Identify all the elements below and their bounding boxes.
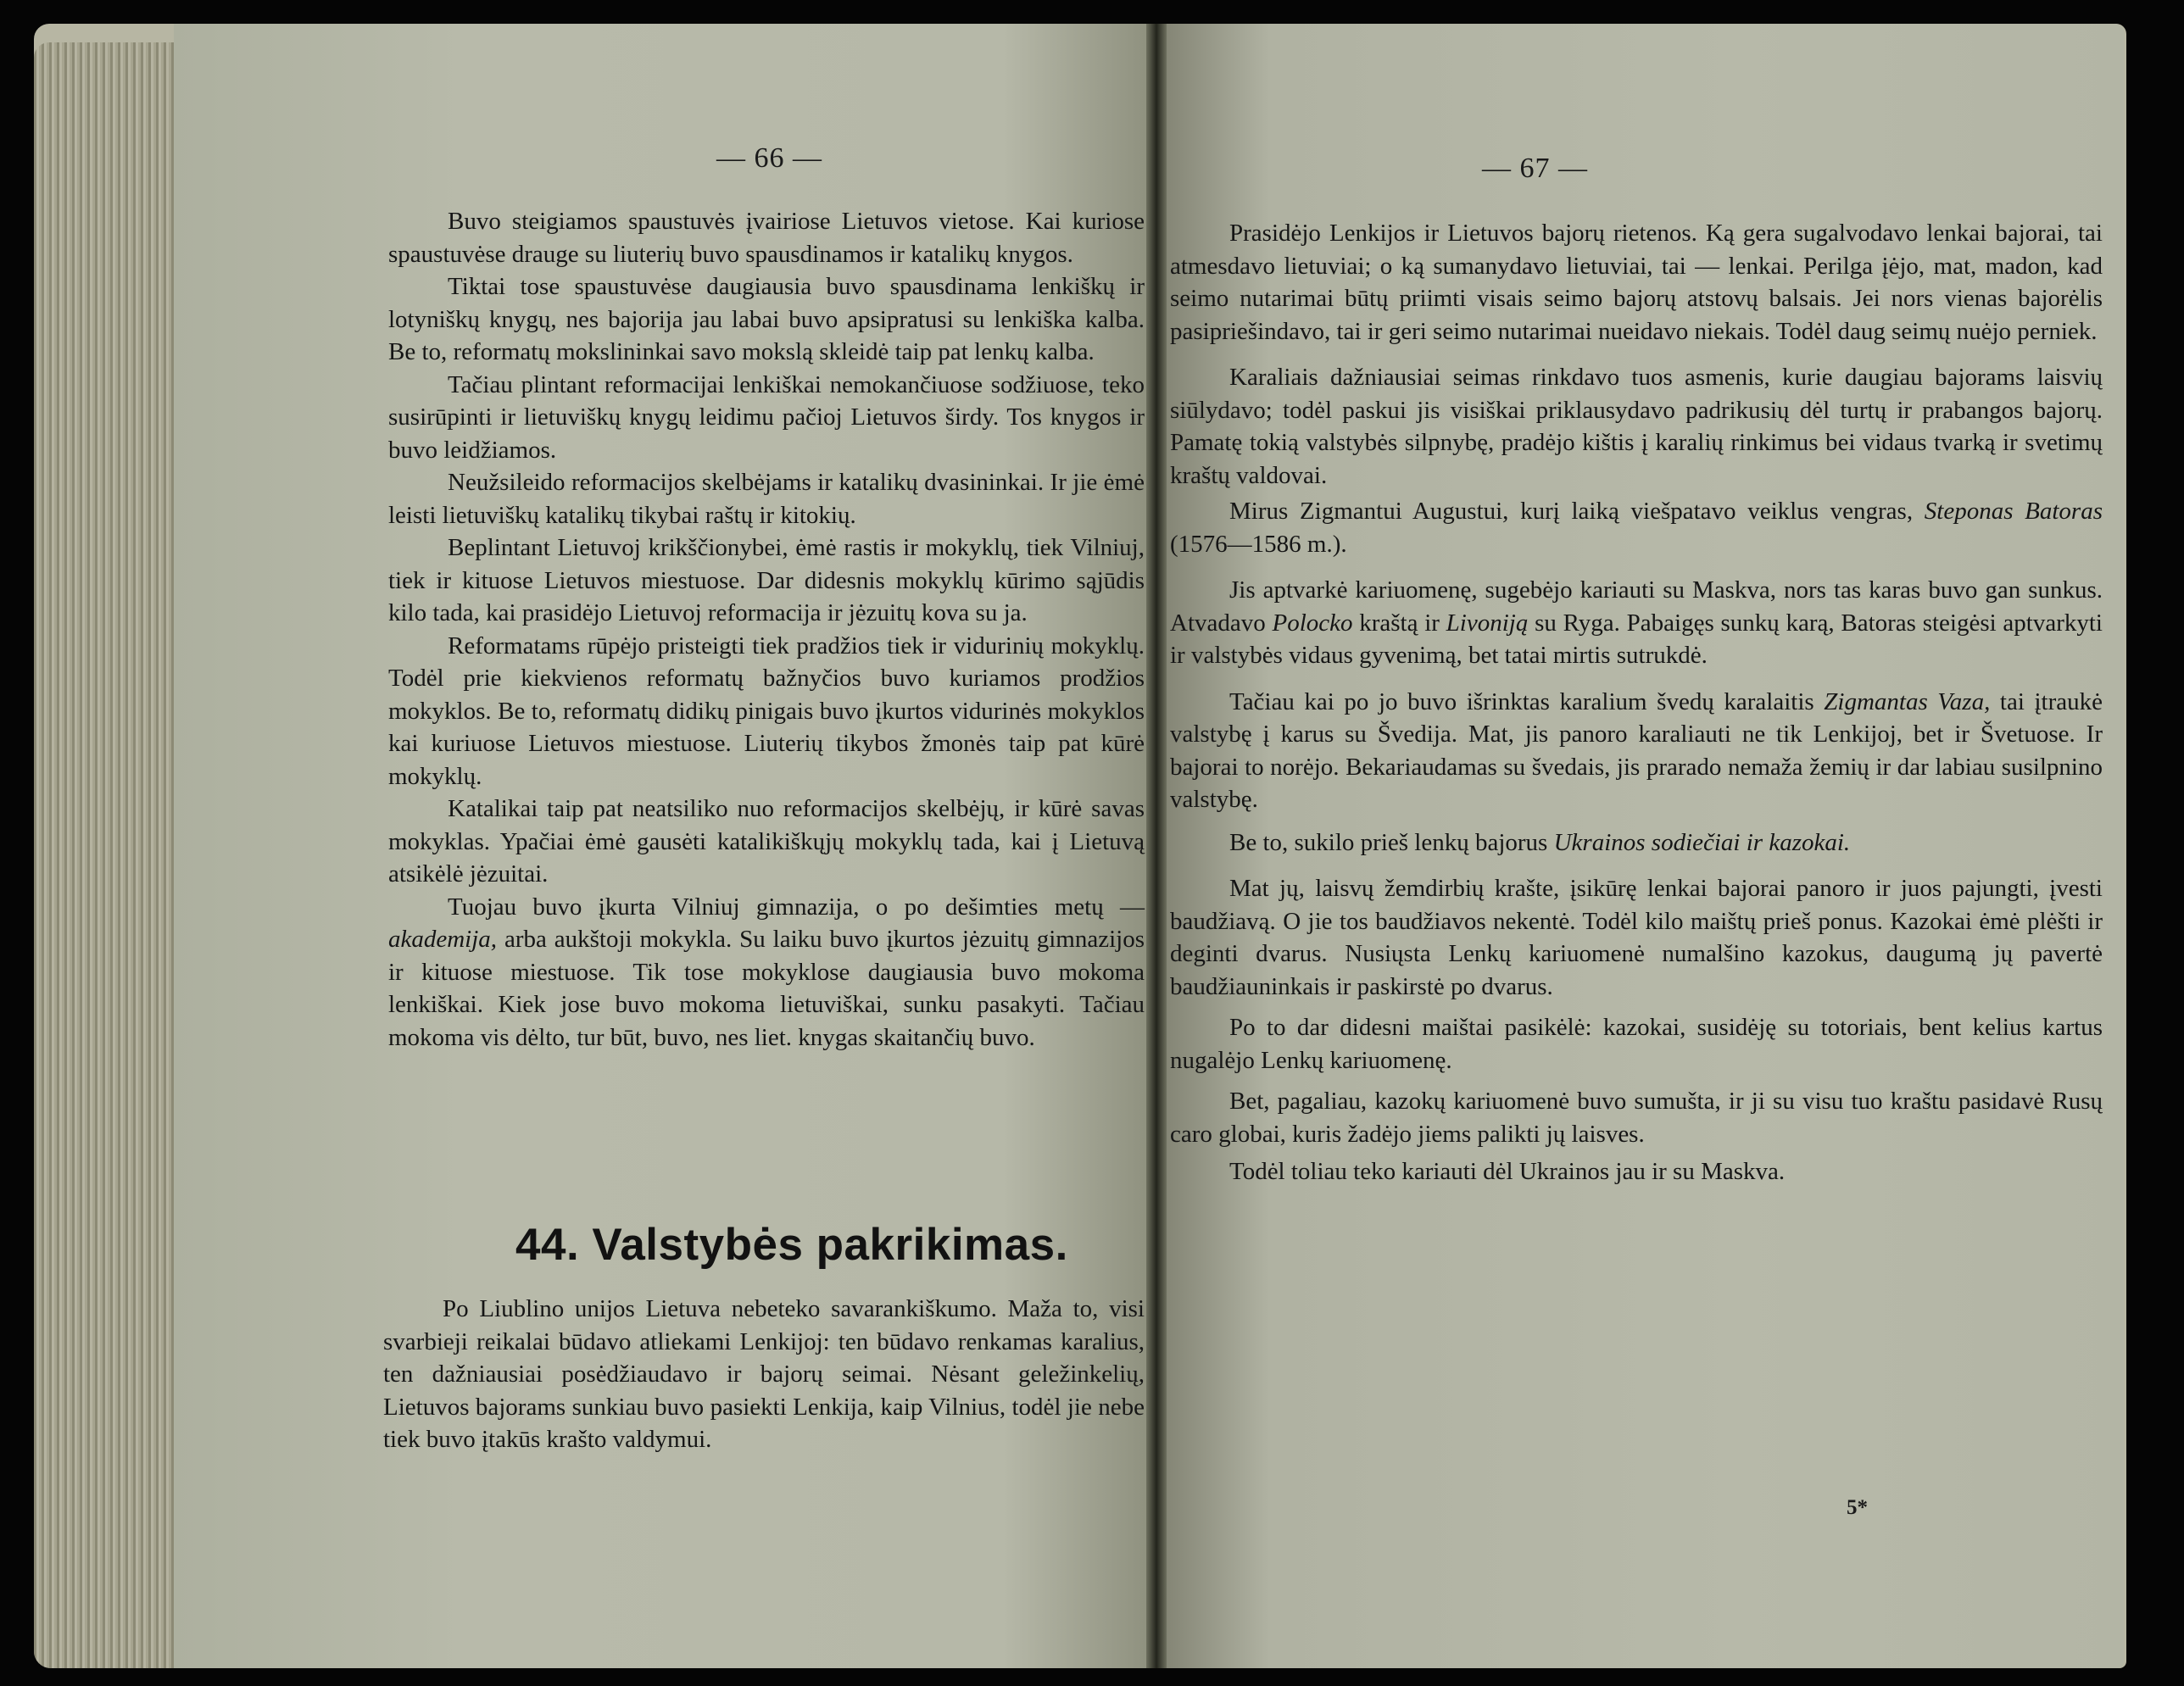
paragraph: Prasidėjo Lenkijos ir Lietuvos bajorų rietenos. Ką gera sugalvodavo lenkai bajorai, tai atmesdavo lietuviai; o ką sumanydavo lietuviai, tai — lenkai. Perilga įėjo, mat, madon, kad seimo nutarimai būtų priimti visais seimo bajorų atstovų balsais. Jei nors vienas bajorėlis pasipriešindavo, tai ir geri seimo nutarimai nueidavo niekais. Todėl daug seimų nuėjo perniek.	[1170, 220, 2103, 345]
paragraph: Katalikai taip pat neatsiliko nuo reformacijos skelbėjų, ir kūrė savas mokyklas. Ypačiai ėmė gausėti katalikiškųjų mokyklų tada, kai į Lietuvą atsikėlė jėzuitai.	[388, 795, 1145, 888]
paragraph: Tačiau plintant reformacijai lenkiškai nemokančiuose sodžiuose, teko susirūpinti ir lietuviškų knygų leidimu pačioj Lietuvos širdy. Tos knygos ir buvo leidžiamos.	[388, 370, 1145, 464]
text-run: kraštą ir	[1352, 609, 1446, 637]
paragraph	[1170, 686, 2103, 816]
section-heading: 44. Valstybės pakrikimas.	[515, 1220, 1068, 1270]
text-run: tai įtraukė valstybę į karus su Švedija. Mat, jis panoro karaliauti ne tik Lenkijoj, bet ir Švetuose. Ir bajorai to norėjo. Bekariaudamas su švedais, jis prarado nemaža žemių ir dar labiau susilpnino valstybę.	[1170, 687, 2103, 813]
italic-term: Livoniją	[1446, 609, 1529, 637]
paragraph: Po to dar didesni maištai pasikėlė: kazokai, susidėję su totoriais, bent kelius kartus nugalėjo Lenkų kariuomenę.	[1170, 1014, 2103, 1074]
text-run: su Ryga. Pabaigęs sunkų karą, Batoras steigėsi aptvarkyti ir valstybės vidaus gyvenimą, bet tatai mirtis sutrukdė.	[1170, 609, 2103, 669]
text-run: Mirus Zigmantui Augustui, kurį laiką viešpatavo veiklus vengras,	[1229, 498, 1925, 525]
left-page-number: — 66 —	[716, 142, 822, 174]
text-run: Be to, sukilo prieš lenkų bajorus	[1229, 828, 1554, 856]
text-run: Tuojau buvo įkurta Vilniuj gimnazija, o po dešimties metų —	[448, 893, 1145, 921]
paragraph: Mat jų, laisvų žemdirbių krašte, įsikūrę lenkai bajorai panoro ir juos pajungti, įvesti baudžiavą. O jie tos baudžiavos nekentė. Todėl kilo maištų prieš ponus. Kazokai ėmė plėšti ir deginti dvarus. Nusiųsta Lenkų kariuomenė numalšino kazokus, daugumą jų pavertė baudžiauninkais ir paskirstė po dvarus.	[1170, 875, 2103, 1000]
text-run: Tačiau kai po jo buvo išrinktas karalium švedų karalaitis	[1229, 687, 1825, 715]
italic-term: Ukrainos sodiečiai ir kazokai.	[1553, 828, 1851, 856]
text-run: arba aukštoji mokykla. Su laiku buvo įkurtos jėzuitų gimnazijos ir kituose miestuose. Tik tose mokyklose daugiausia buvo mokoma lenkiškai. Kiek jose buvo mokoma lietuviškai, sunku pasakyti. Tačiau mokoma vis dėlto, tur būt, buvo, nes liet. knygas skaitančių buvo.	[388, 926, 1145, 1051]
paragraph: Neužsileido reformacijos skelbėjams ir katalikų dvasininkai. Ir jie ėmė leisti lietuviškų katalikų tikybai raštų ir kitokių.	[388, 469, 1145, 529]
paragraph: Po Liublino unijos Lietuva nebeteko savarankiškumo. Maža to, visi svarbieji reikalai būdavo atliekami Lenkijoj: ten būdavo renkamas karalius, ten dažniausiai posėdžiaudavo ir bajorų seimai. Nėsant geležinkelių, Lietuvos bajorams sunkiau buvo pasiekti Lenkija, kaip Vilnius, todėl jie nebe tiek buvo įtakūs krašto valdymui.	[383, 1295, 1145, 1453]
printer-signature-mark: 5*	[1847, 1496, 1868, 1519]
right-page-body	[1170, 217, 2103, 1188]
italic-term: Zigmantas Vaza,	[1824, 687, 1991, 715]
paragraph: Tiktai tose spaustuvėse daugiausia buvo spausdinama lenkiškų ir lotyniškų knygų, nes bajorija jau labai buvo apsipratusi su lenkiška kalba. Be to, reformatų mokslininkai savo mokslą skleidė taip pat lenkų kalba.	[388, 273, 1145, 365]
right-page-number: — 67 —	[1482, 153, 1588, 184]
paragraph: Beplintant Lietuvoj krikščionybei, ėmė rastis ir mokyklų, tiek Vilniuj, tiek ir kituose Lietuvos miestuose. Dar didesnis mokyklų kūrimo sąjūdis kilo tada, kai prasidėjo Lietuvoj reformacija ir jėzuitų kova su ja.	[388, 534, 1145, 626]
italic-term: Polocko	[1272, 609, 1353, 637]
paragraph: Buvo steigiamos spaustuvės įvairiose Lietuvos vietose. Kai kuriose spaustuvėse drauge su liuterių buvo spausdinamos ir katalikų knygos.	[388, 208, 1145, 268]
paragraph	[1170, 495, 2103, 560]
paragraph: Reformatams rūpėjo pristeigti tiek pradžios tiek ir vidurinių mokyklų. Todėl prie kiekvienos reformatų bažnyčios buvo kuriamos prodžios mokyklos. Be to, reformatų didikų pinigais buvo įkurtos vidurinės mokyklos kai kuriuose Lietuvos miestuose. Liuterių tikybos žmonės taip pat kūrė mokyklų.	[388, 632, 1145, 790]
paragraph: Bet, pagaliau, kazokų kariuomenė buvo sumušta, ir ji su visu tuo kraštu pasidavė Rusų caro globai, kuris žadėjo jiems palikti jų laisves.	[1170, 1088, 2103, 1148]
paragraph	[388, 891, 1145, 1054]
section-body	[383, 1293, 1145, 1456]
text-run: (1576—1586 m.).	[1170, 530, 1347, 558]
book-gutter	[1146, 24, 1167, 1668]
italic-term: Steponas Batoras	[1924, 498, 2103, 525]
paragraph: Karaliais dažniausiai seimas rinkdavo tuos asmenis, kurie daugiau bajorams laisvių siūlydavo; todėl paskui jis visiškai priklausydavo padrikusių dėl turtų ir prabangos bajorų. Pamatę tokią valstybės silpnybę, pradėjo kištis į karalių rinkimus bei vidaus tvarką ir svetimų kraštų valdovai.	[1170, 364, 2103, 489]
text-run: Jis aptvarkė kariuomenę, sugebėjo kariauti su Maskva, nors tas karas buvo gan sunkus. Atvadavo	[1170, 576, 2103, 637]
italic-term: akademija,	[388, 926, 498, 953]
paragraph	[1170, 574, 2103, 672]
paragraph	[1170, 826, 2103, 860]
left-page-body	[388, 205, 1145, 1054]
paragraph: Todėl toliau teko kariauti dėl Ukrainos jau ir su Maskva.	[1229, 1158, 1786, 1185]
page-edges	[34, 42, 178, 1668]
